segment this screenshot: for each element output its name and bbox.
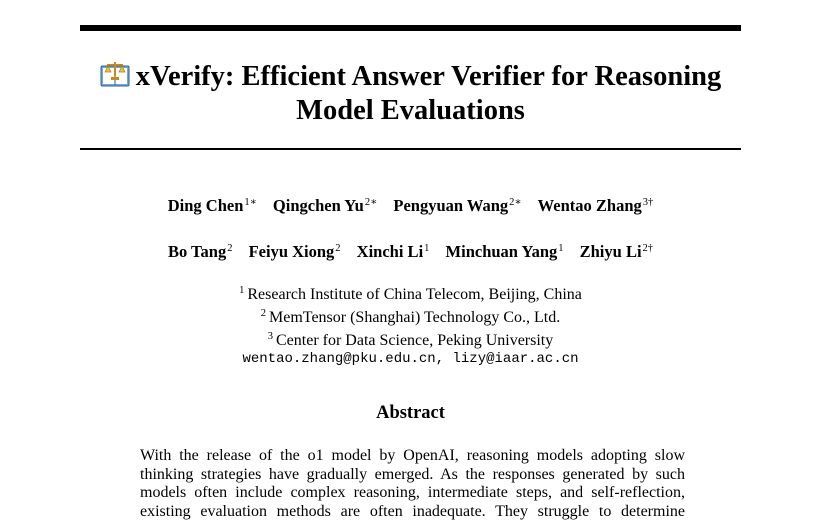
- author-list-row-1: [80, 196, 741, 216]
- author: Pengyuan Wang$^{2∗}$: [393, 196, 522, 215]
- author: Xinchi Li$^1$: [356, 242, 430, 261]
- title-bottom-rule: [80, 148, 741, 150]
- author: Bo Tang$^2$: [167, 242, 233, 261]
- author: Feiyu Xiong$^2$: [248, 242, 341, 261]
- author: Minchuan Yang$^1$: [445, 242, 564, 261]
- contact-emails: wentao.zhang@pku.edu.cn, lizy@iaar.ac.cn: [242, 351, 579, 367]
- balance-scale-book-icon: [100, 60, 130, 88]
- author: Wentao Zhang$^{3\dagger}$: [537, 196, 654, 215]
- abstract-line: models often include complex reasoning, intermediate steps, and self-reflection,: [140, 484, 685, 501]
- abstract-line: thinking strategies have gradually emerged. As the responses generated by such: [140, 465, 685, 483]
- title-line-2: Model Evaluations: [296, 95, 525, 126]
- affiliation: $^1$ Research Institute of China Telecom, Beijing, China: [239, 285, 582, 303]
- abstract-line: With the release of the o1 model by OpenAI, reasoning models adopting slow: [140, 447, 685, 464]
- affiliations: [80, 281, 741, 369]
- affiliation: $^2$ MemTensor (Shanghai) Technology Co., Ltd.: [260, 308, 561, 326]
- author: Qingchen $Yu^{2∗}$: [272, 196, 378, 215]
- abstract-heading: Abstract: [376, 403, 445, 423]
- author: Ding Chen$^{1∗}$: [167, 196, 257, 215]
- author-list-row-2: [80, 242, 741, 262]
- abstract-line: existing evaluation methods are often inadequate. They struggle to determine: [140, 502, 685, 520]
- top-rule: [80, 25, 741, 31]
- affiliation: $^3$ Center for Data Science, Peking University: [267, 331, 554, 349]
- title-line-1: xVerify: Efficient Answer Verifier for Reasoning: [80, 60, 741, 94]
- abstract-text: [140, 447, 685, 521]
- author: Zhiyu $Li^{2\dagger}$: [579, 242, 654, 261]
- paper-title: [80, 60, 741, 128]
